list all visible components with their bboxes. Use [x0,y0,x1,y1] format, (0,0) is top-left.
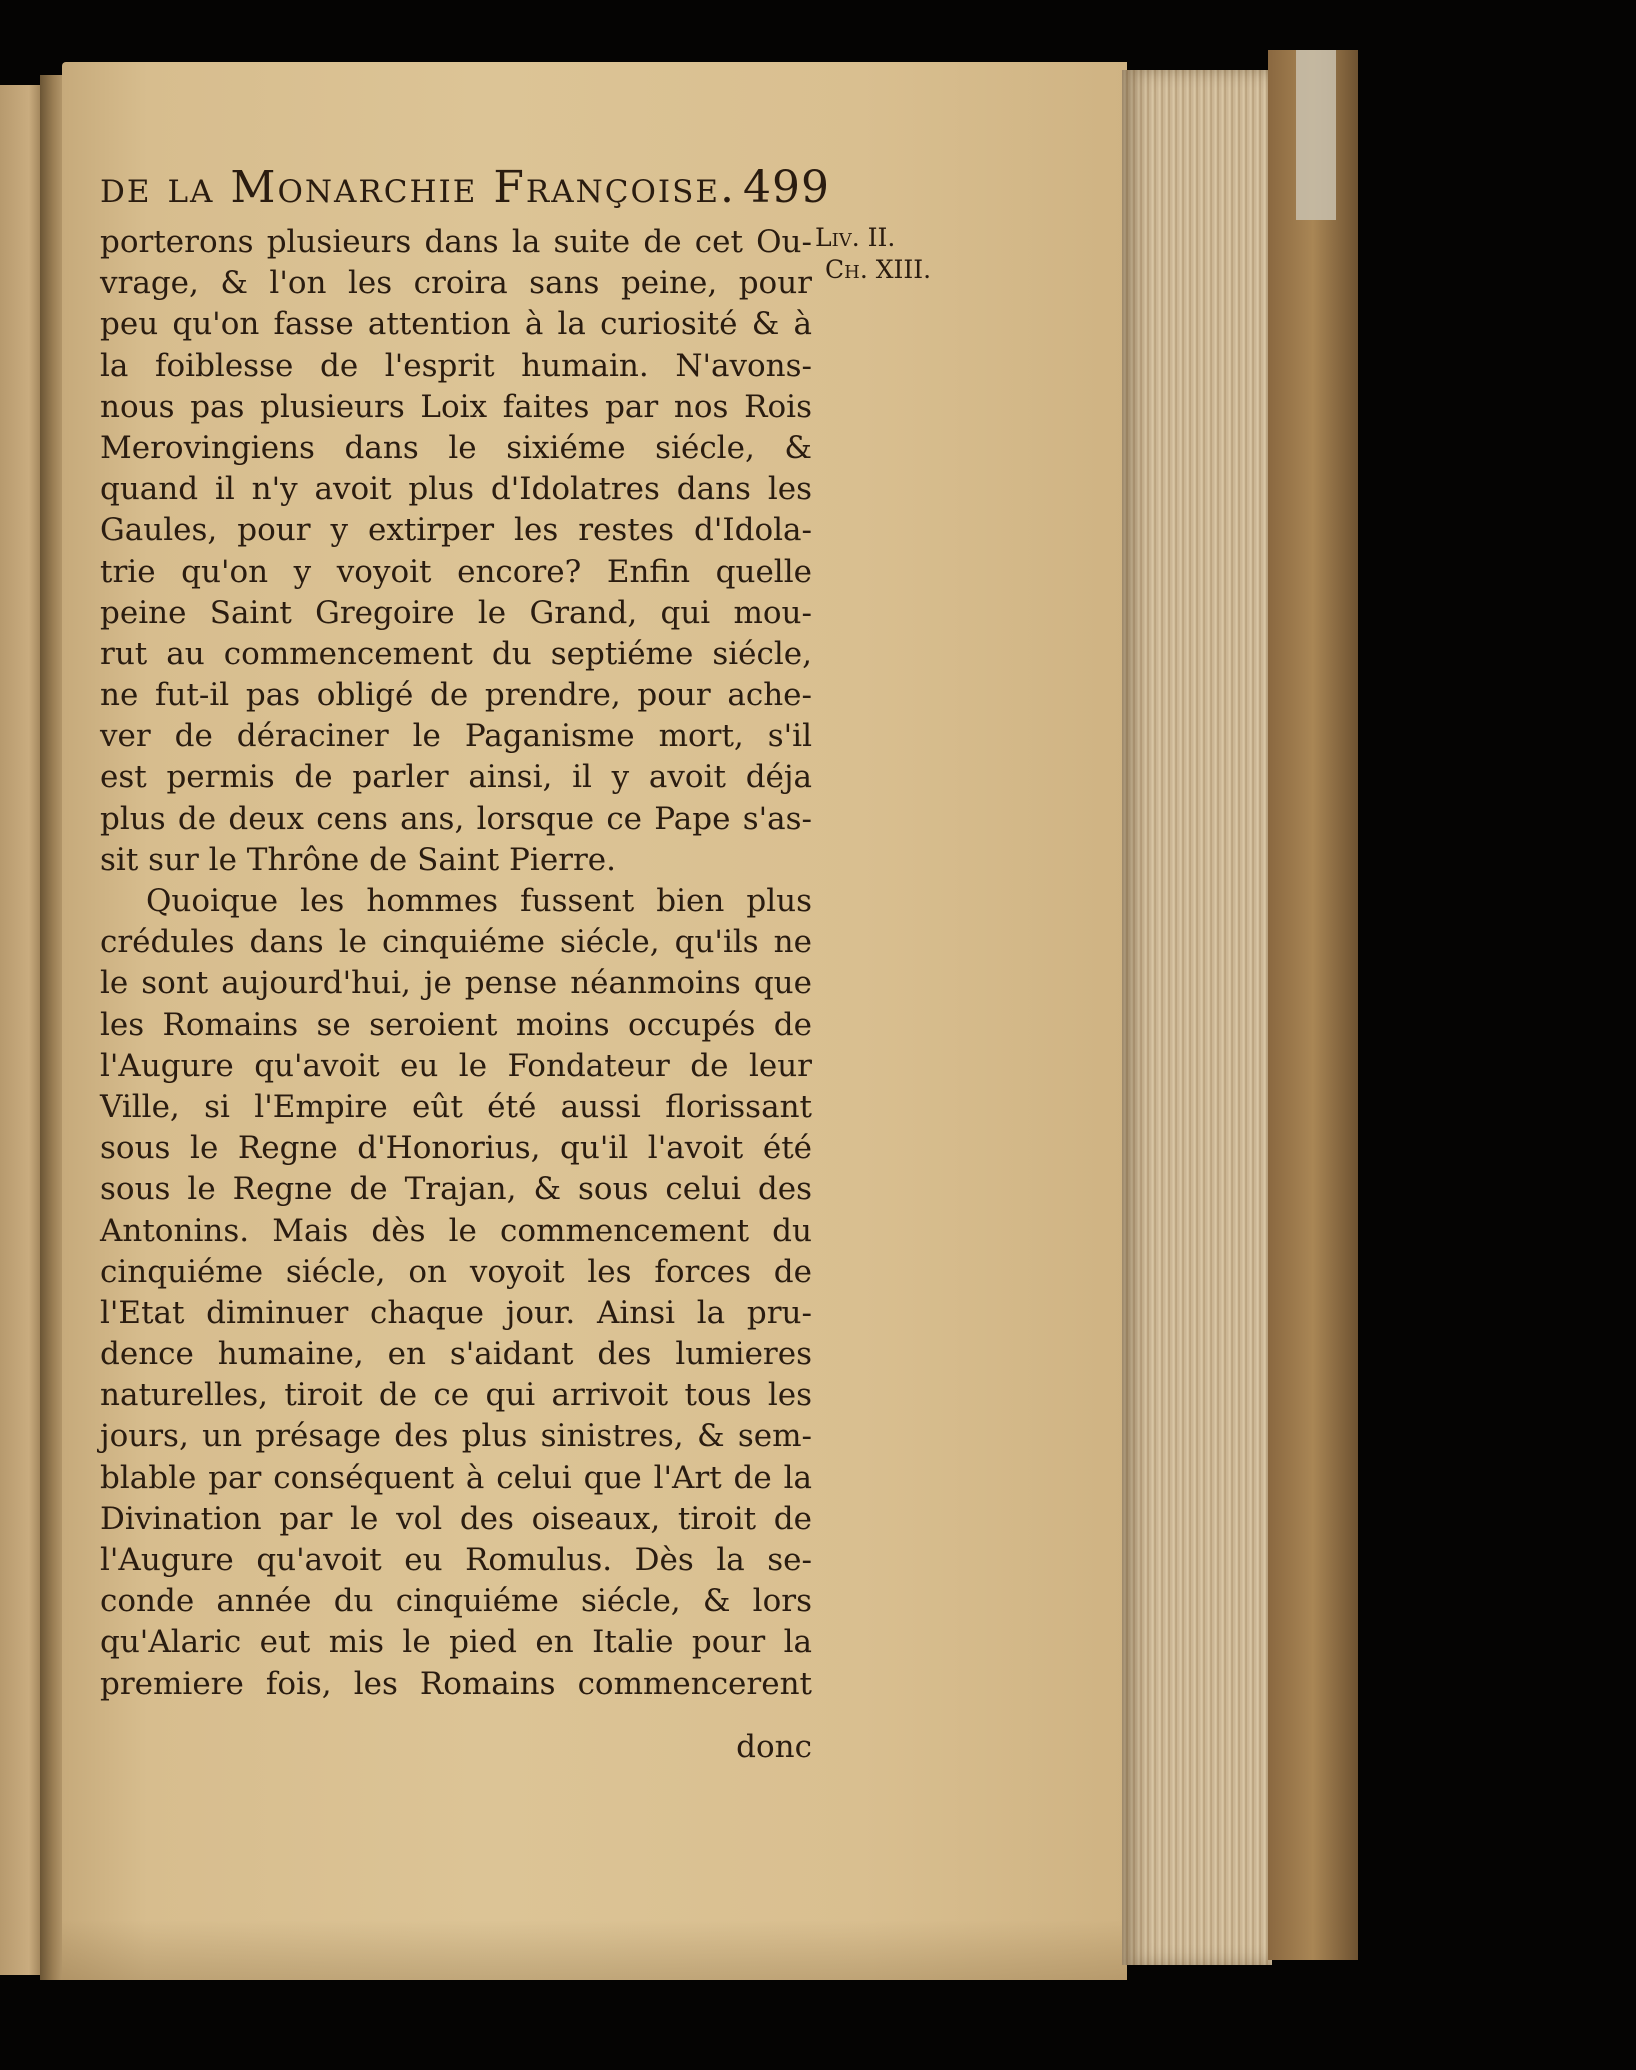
text-line: qu'Alaric eut mis le pied en Italie pour la [100,1624,812,1661]
margin-note-book: Liv. II. [815,223,896,252]
text-line: sous le Regne de Trajan, & sous celui des [100,1171,812,1208]
text-line: ver de déraciner le Paganisme mort, s'il [100,718,812,755]
page-edges [1122,70,1272,1965]
margin-note [815,222,931,286]
text-line: blable par conséquent à celui que l'Art de la [100,1459,812,1496]
text-line: est permis de parler ainsi, il y avoit déja [100,759,812,796]
text-line: les Romains se seroient moins occupés de [100,1006,812,1043]
text-line: peine Saint Gregoire le Grand, qui mou- [100,594,812,631]
text-line: crédules dans le cinquiéme siécle, qu'ils ne [100,924,812,961]
page-number: 499 [743,162,830,213]
text-line: Merovingiens dans le sixiéme siécle, & [100,429,812,466]
text-line: Antonins. Mais dès le commencement du [100,1212,812,1249]
text-line: rut au commencement du septiéme siécle, [100,635,812,672]
text-line: la foiblesse de l'esprit humain. N'avons- [100,347,812,384]
margin-note-chapter: Ch. XIII. [825,255,932,284]
running-title: de la Monarchie Françoise. [100,162,736,213]
book-cover [1268,50,1358,1960]
text-line: peu qu'on fasse attention à la curiosité & à [100,306,812,343]
text-line: sit sur le Thrône de Saint Pierre. [100,841,616,878]
body-text [100,222,812,1705]
text-line: Ville, si l'Empire eût été aussi florissant [100,1088,812,1125]
text-line: plus de deux cens ans, lorsque ce Pape s'as- [100,800,812,837]
text-line: vrage, & l'on les croira sans peine, pour [100,265,812,302]
text-line: dence humaine, en s'aidant des lumieres [100,1336,812,1373]
text-line: premiere fois, les Romains commencerent [100,1665,812,1702]
text-line: jours, un présage des plus sinistres, & sem- [100,1418,812,1455]
text-line: conde année du cinquiéme siécle, & lors [100,1583,812,1620]
text-line: Quoique les hommes fussent bien plus [146,883,812,919]
text-line: l'Etat diminuer chaque jour. Ainsi la pru- [100,1294,812,1331]
text-line: sous le Regne d'Honorius, qu'il l'avoit été [100,1130,812,1167]
text-line: l'Augure qu'avoit eu le Fondateur de leur [100,1047,812,1084]
paragraph [100,222,812,881]
text-line: l'Augure qu'avoit eu Romulus. Dès la se- [100,1542,812,1578]
text-line: Divination par le vol des oiseaux, tiroit de [100,1500,812,1537]
text-line: ne fut-il pas obligé de prendre, pour ache- [100,677,812,714]
text-line: quand il n'y avoit plus d'Idolatres dans les [100,471,812,508]
text-line: porterons plusieurs dans la suite de cet Ou- [100,224,812,260]
catchword: donc [736,1729,812,1765]
running-header [100,162,830,213]
text-line: naturelles, tiroit de ce qui arrivoit tous les [100,1377,812,1414]
text-line: nous pas plusieurs Loix faites par nos Rois [100,388,812,425]
text-line: le sont aujourd'hui, je pense néanmoins que [100,965,812,1002]
text-line: Gaules, pour y extirper les restes d'Idola- [100,512,812,549]
text-line: trie qu'on y voyoit encore? Enfin quelle [100,553,812,590]
paragraph [100,881,812,1705]
text-line: cinquiéme siécle, on voyoit les forces de [100,1253,812,1290]
